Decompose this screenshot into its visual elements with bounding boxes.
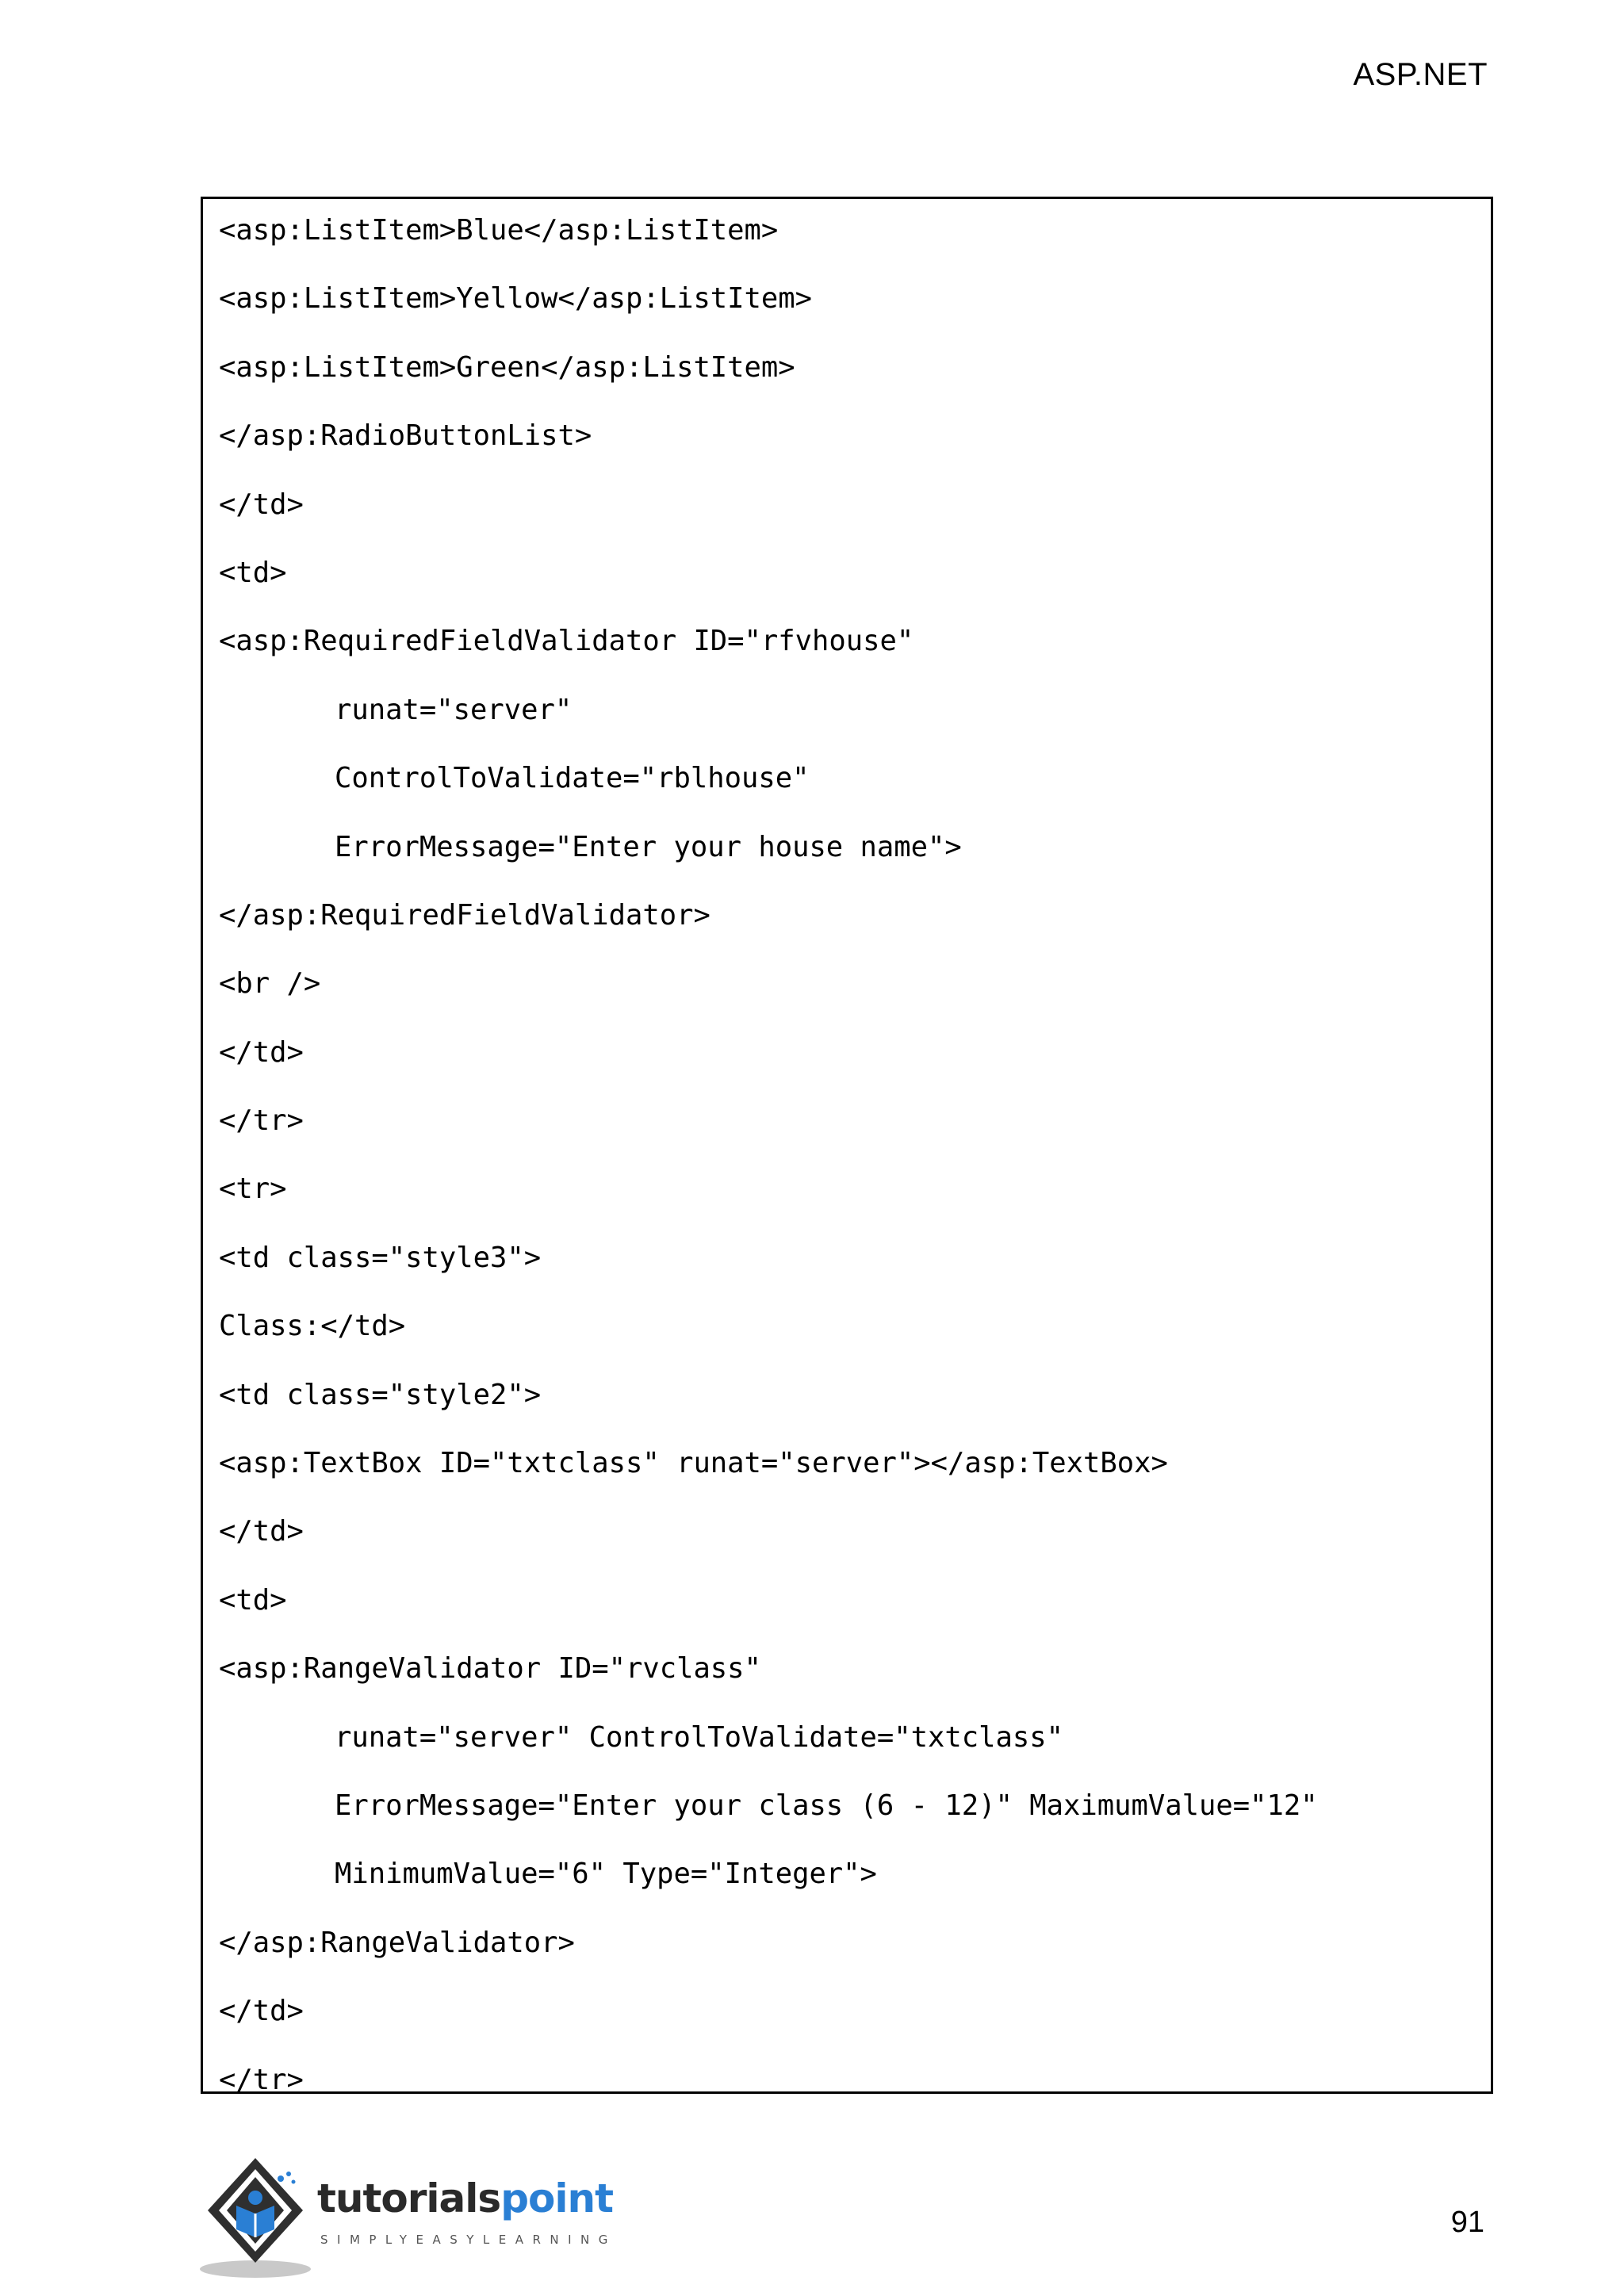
tutorialspoint-logo bbox=[198, 2150, 626, 2285]
code-line: <td> bbox=[219, 1583, 287, 1617]
code-line: ControlToValidate="rblhouse" bbox=[335, 762, 810, 795]
code-line: <td class="style3"> bbox=[219, 1241, 542, 1274]
logo-wordmark-dark: tutorials bbox=[317, 2175, 501, 2221]
code-line: ErrorMessage="Enter your house name"> bbox=[335, 830, 962, 863]
code-line: MinimumValue="6" Type="Integer"> bbox=[335, 1858, 877, 1891]
code-line: <asp:TextBox ID="txtclass" runat="server"></asp:TextBox> bbox=[219, 1447, 1168, 1480]
running-header: ASP.NET bbox=[1353, 57, 1488, 92]
code-line: <td> bbox=[219, 556, 287, 589]
code-line: runat="server" bbox=[335, 693, 573, 726]
logo-tagline: SIMPLYEASYLEARNING bbox=[320, 2233, 617, 2247]
code-line: </td> bbox=[219, 1515, 304, 1548]
logo-emblem-icon bbox=[198, 2150, 317, 2285]
code-line: <asp:ListItem>Yellow</asp:ListItem> bbox=[219, 282, 813, 316]
code-line: </td> bbox=[219, 1995, 304, 2028]
code-line: </td> bbox=[219, 1035, 304, 1069]
code-line: runat="server" ControlToValidate="txtclass" bbox=[335, 1720, 1064, 1754]
code-line: <br /> bbox=[219, 967, 321, 1001]
code-line: <asp:ListItem>Blue</asp:ListItem> bbox=[219, 214, 779, 247]
code-line: </td> bbox=[219, 488, 304, 521]
code-line: Class:</td> bbox=[219, 1310, 406, 1343]
code-line: </asp:RadioButtonList> bbox=[219, 419, 592, 453]
code-line: </tr> bbox=[219, 1104, 304, 1138]
code-listing-box bbox=[201, 197, 1493, 2094]
code-line: </asp:RangeValidator> bbox=[219, 1926, 575, 1959]
code-line: <td class="style2"> bbox=[219, 1378, 542, 1411]
logo-wordmark-accent: point bbox=[500, 2175, 613, 2221]
code-line: ErrorMessage="Enter your class (6 - 12)" MaximumValue="12" bbox=[335, 1789, 1318, 1822]
code-lines bbox=[219, 212, 1475, 2130]
code-line: <asp:ListItem>Green</asp:ListItem> bbox=[219, 350, 795, 384]
code-line: <asp:RequiredFieldValidator ID="rfvhouse" bbox=[219, 625, 914, 658]
code-line: <tr> bbox=[219, 1173, 287, 1206]
code-line: </tr> bbox=[219, 2063, 304, 2096]
logo-wordmark bbox=[317, 2175, 613, 2221]
code-line: </asp:RequiredFieldValidator> bbox=[219, 898, 710, 932]
page-number: 91 bbox=[1450, 2206, 1484, 2239]
code-line: <asp:RangeValidator ID="rvclass" bbox=[219, 1652, 761, 1686]
